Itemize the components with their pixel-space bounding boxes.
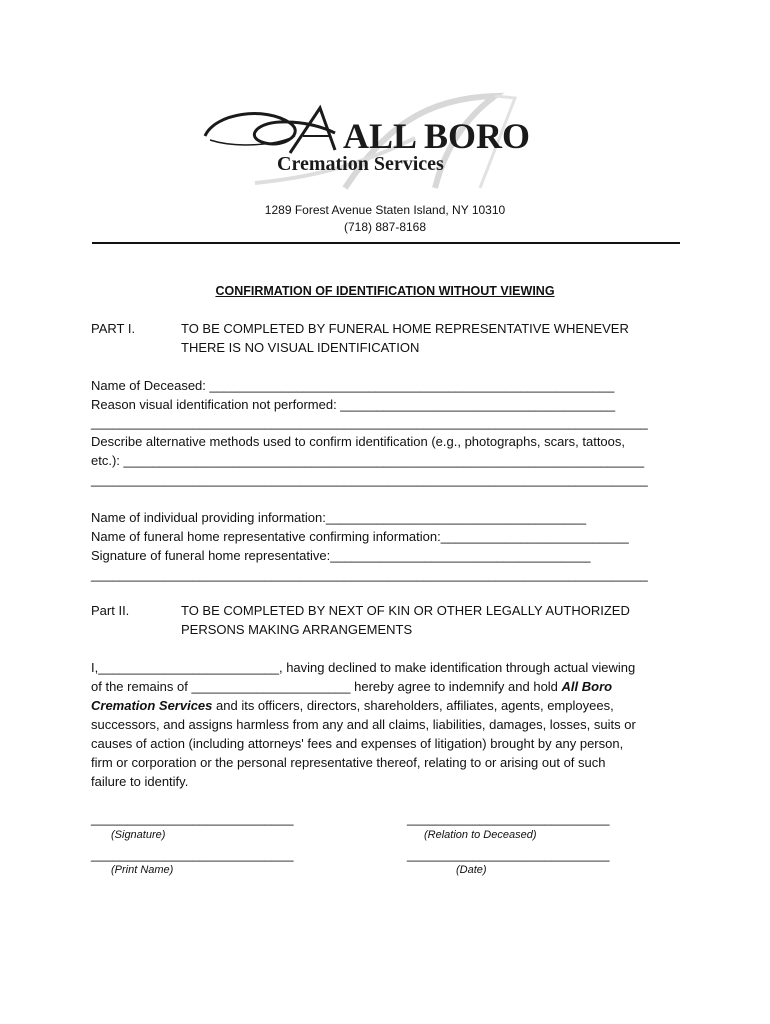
all-boro-logo [195,88,575,196]
phone-line: (718) 887-8168 [343,220,427,234]
print-name-line[interactable]: ____________________________ [91,847,294,862]
reason-field[interactable]: Reason visual identification not performed: ______________________________________ [91,397,616,412]
representative-name-field[interactable]: Name of funeral home representative confirming information:__________________________ [91,529,629,544]
indemnity-line-c [91,698,614,713]
company-name-part2: Cremation Services [91,698,213,713]
indemnity-line-f: firm or corporation or the personal representative thereof, relating to or arising out of such [91,755,606,770]
signature-line[interactable]: ____________________________ [91,811,294,826]
indemnity-line-b[interactable] [91,679,612,694]
methods-field-continued[interactable]: _____________________________________________________________________________ [91,472,648,487]
relation-caption: (Relation to Deceased) [424,829,537,841]
part2-label: Part II. [91,603,130,618]
deceased-name-field[interactable]: Name of Deceased: ________________________________________________________ [91,378,615,393]
describe-methods-label: Describe alternative methods used to confirm identification (e.g., photographs, scars, tattoos, [91,434,625,449]
signature-field-continued[interactable]: _____________________________________________________________________________ [91,567,648,582]
logo-tagline: Cremation Services [277,153,444,175]
indemnity-line-a[interactable]: I,_________________________, having declined to make identification through actual viewing [91,660,636,675]
indemnity-line-e: causes of action (including attorneys' fees and expenses of litigation) brought by any person, [91,736,624,751]
date-line[interactable]: ____________________________ [407,847,610,862]
indemnity-line-b-text: of the remains of ______________________ hereby agree to indemnify and hold [91,679,562,694]
part1-label: PART I. [91,321,136,336]
print-name-caption: (Print Name) [111,864,174,876]
representative-signature-field[interactable]: Signature of funeral home representative:____________________________________ [91,548,591,563]
part2-heading-line1: TO BE COMPLETED BY NEXT OF KIN OR OTHER LEGALLY AUTHORIZED [181,603,630,618]
informant-name-field[interactable]: Name of individual providing information:____________________________________ [91,510,587,525]
document-title: CONFIRMATION OF IDENTIFICATION WITHOUT VIEWING [215,284,555,298]
part1-heading-line2: THERE IS NO VISUAL IDENTIFICATION [181,340,420,355]
indemnity-line-d: successors, and assigns harmless from any and all claims, liabilities, damages, losses, suits or [91,717,636,732]
date-caption: (Date) [456,864,487,876]
methods-field[interactable]: etc.): ________________________________________________________________________ [91,453,645,468]
address-line: 1289 Forest Avenue Staten Island, NY 10310 [264,203,506,217]
indemnity-line-g: failure to identify. [91,774,189,789]
header-divider [92,242,680,244]
part1-heading-line1: TO BE COMPLETED BY FUNERAL HOME REPRESENTATIVE WHENEVER [181,321,629,336]
logo-wordmark: ALL BORO [343,116,531,156]
reason-field-continued[interactable]: _____________________________________________________________________________ [91,415,648,430]
relation-line[interactable]: ____________________________ [407,811,610,826]
company-name-part1: All Boro [561,679,613,694]
signature-caption: (Signature) [111,829,166,841]
part2-heading-line2: PERSONS MAKING ARRANGEMENTS [181,622,413,637]
logo-swash [205,108,335,153]
indemnity-line-c-text: and its officers, directors, shareholders, affiliates, agents, employees, [212,698,614,713]
